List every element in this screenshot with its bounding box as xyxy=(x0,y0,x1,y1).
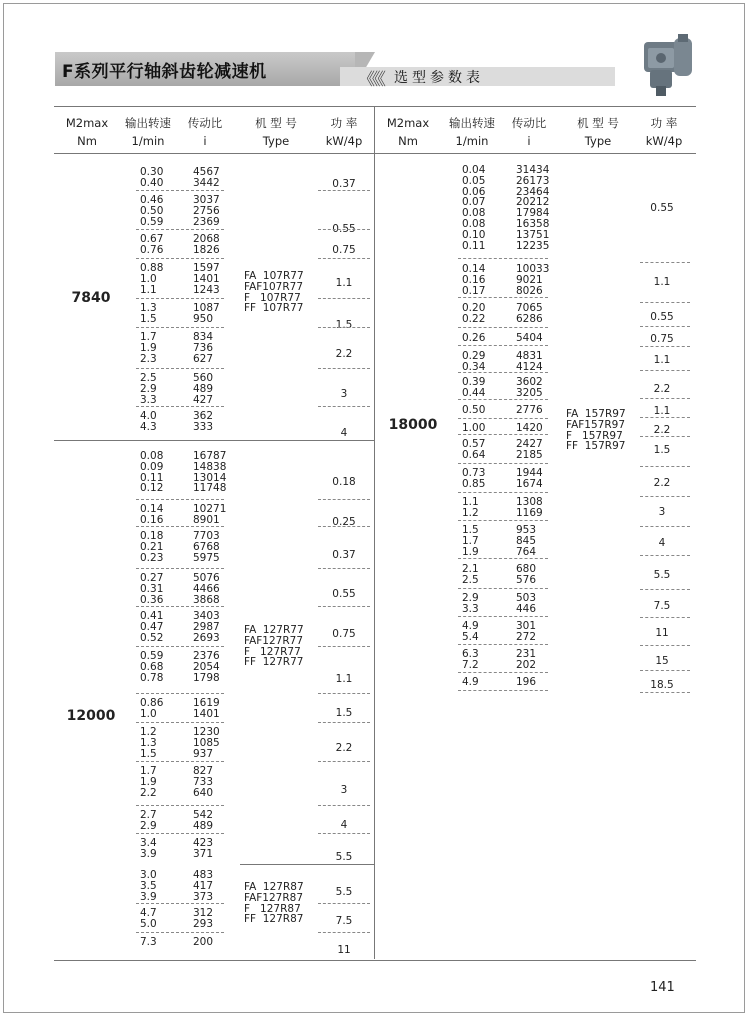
ratio-values: 560 489 427 xyxy=(193,372,214,406)
col-ratio: 传动比 i xyxy=(187,116,223,148)
row-divider xyxy=(458,258,548,259)
row-divider xyxy=(136,761,224,762)
speed-values: 0.39 0.44 xyxy=(462,376,486,399)
speed-values: 0.30 0.40 xyxy=(140,166,164,189)
ratio-values: 16787 14838 13014 11748 xyxy=(193,450,227,495)
ratio-values: 483 417 373 xyxy=(193,869,214,903)
speed-values: 3.0 3.5 3.9 xyxy=(140,869,157,903)
ratio-values: 1308 1169 xyxy=(516,496,543,519)
power-divider xyxy=(640,398,690,399)
speed-values: 1.00 xyxy=(462,422,486,434)
ratio-values: 2376 2054 1798 xyxy=(193,650,220,684)
row-divider xyxy=(136,190,224,191)
row-divider xyxy=(136,693,224,694)
speed-values: 0.14 0.16 0.17 xyxy=(462,263,486,297)
ratio-values: 5404 xyxy=(516,332,543,344)
power-value: 2.2 xyxy=(653,477,671,489)
power-divider xyxy=(318,298,370,299)
speed-values: 6.3 7.2 xyxy=(462,648,479,671)
power-divider xyxy=(640,302,690,303)
speed-values: 1.2 1.3 1.5 xyxy=(140,726,157,760)
power-value: 0.75 xyxy=(332,628,356,640)
power-divider xyxy=(318,406,370,407)
row-divider xyxy=(136,406,224,407)
speed-values: 0.08 0.09 0.11 0.12 xyxy=(140,450,164,495)
power-value: 0.37 xyxy=(332,178,356,190)
ratio-values: 503 446 xyxy=(516,592,537,615)
speed-values: 0.73 0.85 xyxy=(462,467,486,490)
ratio-values: 4831 4124 xyxy=(516,350,543,373)
power-divider xyxy=(640,417,690,418)
power-value: 5.5 xyxy=(335,886,353,898)
ratio-values: 1619 1401 xyxy=(193,697,220,720)
power-value: 11 xyxy=(337,944,351,956)
ratio-values: 7703 6768 5975 xyxy=(193,530,220,564)
power-divider xyxy=(640,645,690,646)
power-value: 1.1 xyxy=(653,405,671,417)
power-value: 2.2 xyxy=(335,348,353,360)
speed-values: 0.88 1.0 1.1 xyxy=(140,262,164,296)
row-divider xyxy=(136,258,224,259)
power-value: 2.2 xyxy=(335,742,353,754)
row-divider xyxy=(136,606,224,607)
speed-values: 1.7 1.9 2.3 xyxy=(140,331,157,365)
group-divider xyxy=(240,864,374,865)
power-divider xyxy=(640,346,690,347)
speed-values: 0.59 0.68 0.78 xyxy=(140,650,164,684)
row-divider xyxy=(458,644,548,645)
ratio-values: 10271 8901 xyxy=(193,503,227,526)
ratio-values: 3602 3205 xyxy=(516,376,543,399)
power-value: 11 xyxy=(655,627,669,639)
col-ratio-right: 传动比 i xyxy=(511,116,547,148)
ratio-values: 2776 xyxy=(516,404,543,416)
power-divider xyxy=(640,466,690,467)
type-code: FA 127R87 FAF127R87 F 127R87 FF 127R87 xyxy=(244,881,304,926)
row-divider xyxy=(458,492,548,493)
power-value: 0.55 xyxy=(332,588,356,600)
ratio-values: 1597 1401 1243 xyxy=(193,262,220,296)
row-divider xyxy=(136,646,224,647)
power-value: 0.55 xyxy=(650,202,674,214)
type-code: FA 107R77 FAF107R77 F 107R77 FF 107R77 xyxy=(244,270,304,315)
ratio-values: 423 371 xyxy=(193,837,214,860)
power-value: 0.55 xyxy=(332,223,356,235)
row-divider xyxy=(136,903,224,904)
ratio-values: 834 736 627 xyxy=(193,331,214,365)
row-divider xyxy=(458,434,548,435)
row-divider xyxy=(136,298,224,299)
col-m2max-right: M2max Nm xyxy=(386,116,430,148)
row-divider xyxy=(136,499,224,500)
power-value: 4 xyxy=(340,819,348,831)
power-divider xyxy=(318,327,370,328)
m2max-value: 18000 xyxy=(388,417,438,433)
row-divider xyxy=(136,833,224,834)
power-value: 15 xyxy=(655,655,669,667)
speed-values: 0.29 0.34 xyxy=(462,350,486,373)
power-divider xyxy=(318,568,370,569)
power-divider xyxy=(318,499,370,500)
row-divider xyxy=(458,399,548,400)
row-divider xyxy=(136,805,224,806)
power-divider xyxy=(640,370,690,371)
row-divider xyxy=(136,722,224,723)
ratio-values: 362 333 xyxy=(193,410,214,433)
speed-values: 2.7 2.9 xyxy=(140,809,157,832)
speed-values: 1.5 1.7 1.9 xyxy=(462,524,479,558)
ratio-values: 542 489 xyxy=(193,809,214,832)
col-type: 机 型 号 Type xyxy=(255,116,297,148)
speed-values: 0.41 0.47 0.52 xyxy=(140,610,164,644)
speed-values: 2.5 2.9 3.3 xyxy=(140,372,157,406)
power-divider xyxy=(318,833,370,834)
speed-values: 0.57 0.64 xyxy=(462,438,486,461)
row-divider xyxy=(136,368,224,369)
speed-values: 0.04 0.05 0.06 0.07 0.08 0.08 0.10 0.11 xyxy=(462,164,486,252)
power-divider xyxy=(640,436,690,437)
row-divider xyxy=(136,568,224,569)
power-value: 2.2 xyxy=(653,424,671,436)
row-divider xyxy=(136,932,224,933)
power-divider xyxy=(318,722,370,723)
row-divider xyxy=(458,327,548,328)
ratio-values: 3403 2987 2693 xyxy=(193,610,220,644)
power-value: 0.18 xyxy=(332,476,356,488)
ratio-values: 3037 2756 2369 xyxy=(193,194,220,228)
ratio-values: 7065 6286 xyxy=(516,302,543,325)
row-divider xyxy=(458,690,548,691)
power-divider xyxy=(640,589,690,590)
ratio-values: 1230 1085 937 xyxy=(193,726,220,760)
ratio-values: 10033 9021 8026 xyxy=(516,263,550,297)
power-value: 3 xyxy=(340,388,348,400)
power-divider xyxy=(640,617,690,618)
speed-values: 1.7 1.9 2.2 xyxy=(140,765,157,799)
power-divider xyxy=(640,692,690,693)
col-m2max: M2max Nm xyxy=(65,116,109,148)
page-title: F系列平行轴斜齿轮减速机 xyxy=(62,62,267,82)
type-code: FA 127R77 FAF127R77 F 127R77 FF 127R77 xyxy=(244,624,304,669)
power-value: 5.5 xyxy=(653,569,671,581)
power-value: 7.5 xyxy=(653,600,671,612)
power-divider xyxy=(318,606,370,607)
row-divider xyxy=(136,327,224,328)
power-divider xyxy=(318,229,370,230)
gear-reducer-icon xyxy=(636,30,700,100)
speed-values: 0.20 0.22 xyxy=(462,302,486,325)
power-value: 0.75 xyxy=(332,244,356,256)
speed-values: 4.0 4.3 xyxy=(140,410,157,433)
ratio-values: 1944 1674 xyxy=(516,467,543,490)
row-divider xyxy=(458,672,548,673)
ratio-values: 196 xyxy=(516,676,537,688)
power-divider xyxy=(640,326,690,327)
power-value: 2.2 xyxy=(653,383,671,395)
speed-values: 4.7 5.0 xyxy=(140,907,157,930)
section-subtitle: 选型参数表 xyxy=(394,70,484,86)
power-value: 3 xyxy=(658,506,666,518)
speed-values: 3.4 3.9 xyxy=(140,837,157,860)
power-value: 1.1 xyxy=(653,354,671,366)
m2max-value: 12000 xyxy=(66,708,116,724)
power-divider xyxy=(318,761,370,762)
ratio-values: 2068 1826 xyxy=(193,233,220,256)
header-rule xyxy=(54,153,696,154)
power-divider xyxy=(640,555,690,556)
ratio-values: 5076 4466 3868 xyxy=(193,572,220,606)
ratio-values: 31434 26173 23464 20212 17984 16358 13751 12235 xyxy=(516,164,550,252)
power-divider xyxy=(318,526,370,527)
speed-values: 0.50 xyxy=(462,404,486,416)
speed-values: 1.1 1.2 xyxy=(462,496,479,519)
speed-values: 0.18 0.21 0.23 xyxy=(140,530,164,564)
power-divider xyxy=(318,805,370,806)
ratio-values: 827 733 640 xyxy=(193,765,214,799)
col-type-right: 机 型 号 Type xyxy=(577,116,619,148)
speed-values: 1.3 1.5 xyxy=(140,302,157,325)
power-divider xyxy=(318,932,370,933)
ratio-values: 953 845 764 xyxy=(516,524,537,558)
power-value: 1.5 xyxy=(653,444,671,456)
power-divider xyxy=(318,903,370,904)
col-speed-right: 输出转速 1/min xyxy=(449,116,495,148)
speed-values: 0.26 xyxy=(462,332,486,344)
power-value: 1.1 xyxy=(335,673,353,685)
power-value: 3 xyxy=(340,784,348,796)
row-divider xyxy=(136,526,224,527)
power-value: 4 xyxy=(340,427,348,439)
col-power-right: 功 率 kW/4p xyxy=(645,116,683,148)
row-divider xyxy=(458,463,548,464)
power-value: 18.5 xyxy=(650,679,674,691)
power-value: 5.5 xyxy=(335,851,353,863)
ratio-values: 1087 950 xyxy=(193,302,220,325)
ratio-values: 4567 3442 xyxy=(193,166,220,189)
power-divider xyxy=(640,262,690,263)
power-divider xyxy=(318,368,370,369)
speed-values: 0.86 1.0 xyxy=(140,697,164,720)
page-number: 141 xyxy=(650,980,675,995)
ratio-values: 200 xyxy=(193,936,214,948)
power-value: 1.1 xyxy=(653,276,671,288)
power-divider xyxy=(318,190,370,191)
speed-values: 0.46 0.50 0.59 xyxy=(140,194,164,228)
speed-values: 4.9 xyxy=(462,676,479,688)
power-divider xyxy=(318,258,370,259)
ratio-values: 231 202 xyxy=(516,648,537,671)
group-divider xyxy=(54,440,374,441)
speed-values: 0.27 0.31 0.36 xyxy=(140,572,164,606)
power-divider xyxy=(640,670,690,671)
speed-values: 0.14 0.16 xyxy=(140,503,164,526)
chevron-icon: 《《《 xyxy=(358,70,383,90)
power-value: 0.55 xyxy=(650,311,674,323)
speed-values: 0.67 0.76 xyxy=(140,233,164,256)
m2max-value: 7840 xyxy=(71,290,111,306)
type-code: FA 157R97 FAF157R97 F 157R97 FF 157R97 xyxy=(566,408,626,453)
speed-values: 7.3 xyxy=(140,936,157,948)
ratio-values: 312 293 xyxy=(193,907,214,930)
row-divider xyxy=(458,588,548,589)
speed-values: 4.9 5.4 xyxy=(462,620,479,643)
ratio-values: 1420 xyxy=(516,422,543,434)
row-divider xyxy=(458,297,548,298)
power-value: 1.5 xyxy=(335,707,353,719)
speed-values: 2.9 3.3 xyxy=(462,592,479,615)
row-divider xyxy=(458,558,548,559)
power-divider xyxy=(640,496,690,497)
power-value: 0.75 xyxy=(650,333,674,345)
power-value: 7.5 xyxy=(335,915,353,927)
row-divider xyxy=(458,616,548,617)
speed-values: 2.1 2.5 xyxy=(462,563,479,586)
col-speed: 输出转速 1/min xyxy=(125,116,171,148)
power-divider xyxy=(640,526,690,527)
ratio-values: 2427 2185 xyxy=(516,438,543,461)
col-power: 功 率 kW/4p xyxy=(325,116,363,148)
row-divider xyxy=(458,372,548,373)
power-value: 0.37 xyxy=(332,549,356,561)
power-value: 1.1 xyxy=(335,277,353,289)
row-divider xyxy=(458,345,548,346)
row-divider xyxy=(458,418,548,419)
power-divider xyxy=(318,646,370,647)
ratio-values: 301 272 xyxy=(516,620,537,643)
power-divider xyxy=(318,693,370,694)
table-column-divider xyxy=(374,106,375,959)
power-value: 0.25 xyxy=(332,516,356,528)
row-divider xyxy=(458,520,548,521)
ratio-values: 680 576 xyxy=(516,563,537,586)
power-value: 4 xyxy=(658,537,666,549)
row-divider xyxy=(136,229,224,230)
power-value: 1.5 xyxy=(335,319,353,331)
